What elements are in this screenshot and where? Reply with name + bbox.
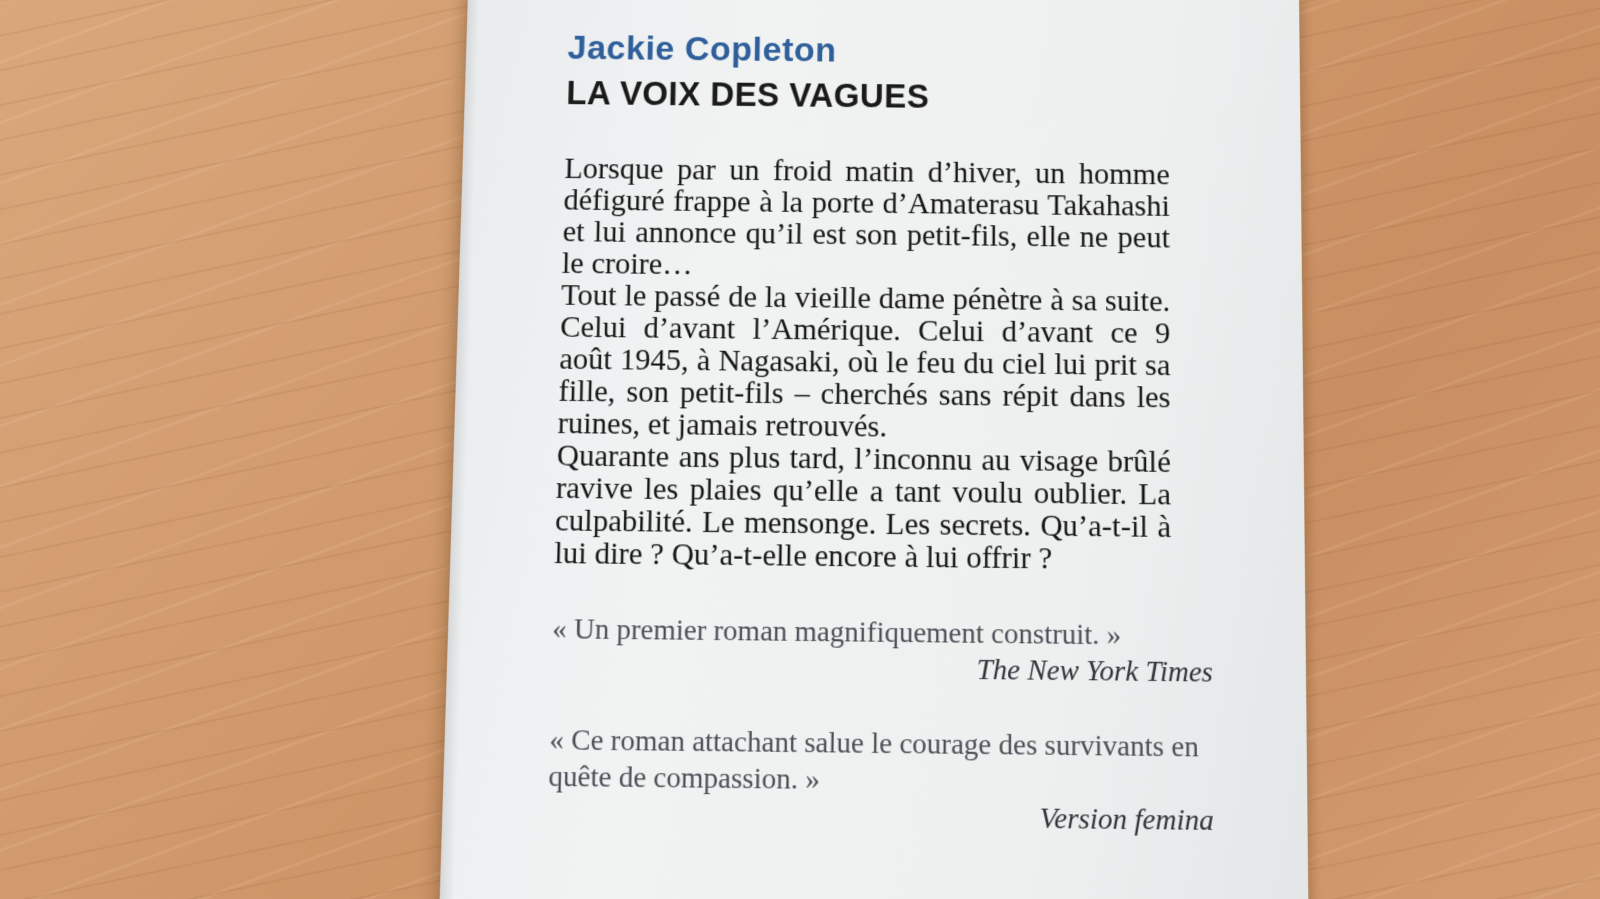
blurb-paragraph: Lorsque par un froid matin d’hiver, un homme défiguré frappe à la porte d’Amaterasu Takahashi et lui annonce qu’il est son petit-fils, elle ne peut le croire… [561, 151, 1170, 282]
book-back-cover [438, 0, 1309, 899]
review [551, 612, 1213, 691]
book-title: LA VOIX DES VAGUES [565, 73, 930, 115]
review-source: The New York Times [976, 653, 1214, 690]
review-source: Version femina [1039, 802, 1214, 838]
cover-content [547, 29, 1224, 840]
review-quote: « Un premier roman magnifiquement construit. » [551, 612, 1122, 652]
author-name: Jackie Copleton [567, 28, 837, 70]
review-quote: « Ce roman attachant salue le courage des survivants en quête de compassion. » [548, 723, 1199, 797]
blurb-paragraph: Quarante ans plus tard, l’inconnu au visage brûlé ravive les plaies qu’elle a tant voulu oublier. La culpabilité. Le mensonge. Les secrets. Qu’a-t-il à lui dire ? Qu’a-t-elle encore à lui offrir ? [553, 438, 1172, 576]
blurb [554, 153, 1171, 576]
blurb-paragraph: Tout le passé de la vieille dame pénètre à sa suite. Celui d’avant l’Amérique. Celui d’avant ce 9 août 1945, à Nagasaki, où le feu du ciel lui prit sa fille, son petit-fils – cherchés sans répit dans les ruines, et jamais retrouvés. [557, 277, 1171, 444]
review [547, 723, 1214, 840]
